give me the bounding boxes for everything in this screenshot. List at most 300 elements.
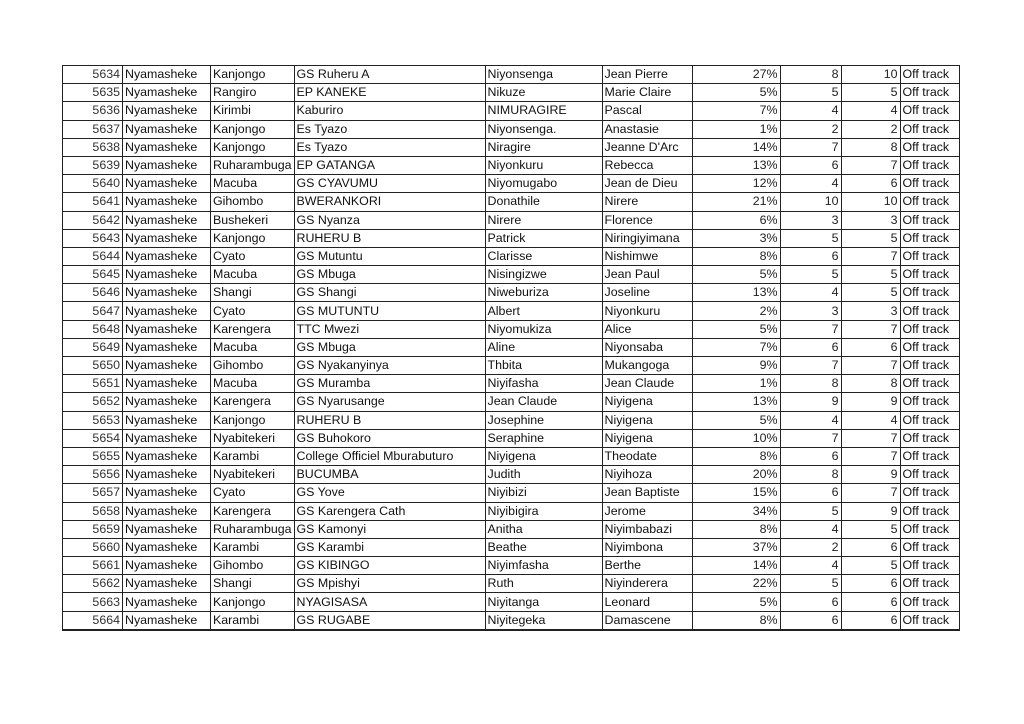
cell-district: Nyamasheke (123, 375, 211, 393)
cell-surname: Niyomugabo (485, 175, 602, 193)
cell-surname: Niyibigira (485, 502, 602, 520)
cell-surname: Aline (485, 338, 602, 356)
cell-school: GS Kamonyi (294, 520, 485, 538)
cell-sector: Karambi (211, 447, 295, 465)
table-row (63, 193, 960, 211)
cell-count-b: 4 (841, 102, 900, 120)
cell-surname: Donathile (485, 193, 602, 211)
cell-status: Off track (900, 320, 959, 338)
cell-count-b: 9 (841, 393, 900, 411)
cell-row-id: 5654 (63, 429, 123, 447)
cell-row-id: 5643 (63, 229, 123, 247)
cell-percentage: 13% (692, 284, 780, 302)
cell-percentage: 7% (692, 102, 780, 120)
cell-row-id: 5655 (63, 447, 123, 465)
cell-status: Off track (900, 120, 959, 138)
cell-percentage: 12% (692, 175, 780, 193)
cell-status: Off track (900, 175, 959, 193)
cell-status: Off track (900, 84, 959, 102)
cell-first-name: Jean Pierre (602, 66, 692, 84)
cell-district: Nyamasheke (123, 538, 211, 556)
cell-status: Off track (900, 393, 959, 411)
cell-surname: Niyitanga (485, 593, 602, 611)
cell-status: Off track (900, 538, 959, 556)
cell-count-a: 6 (780, 338, 841, 356)
cell-row-id: 5658 (63, 502, 123, 520)
cell-school: GS Yove (294, 484, 485, 502)
cell-percentage: 13% (692, 393, 780, 411)
cell-school: GS Nyarusange (294, 393, 485, 411)
cell-count-b: 3 (841, 302, 900, 320)
cell-school: GS Mbuga (294, 338, 485, 356)
cell-sector: Macuba (211, 375, 295, 393)
cell-surname: Niyonsenga (485, 66, 602, 84)
cell-surname: Niyibizi (485, 484, 602, 502)
cell-surname: Clarisse (485, 247, 602, 265)
cell-percentage: 37% (692, 538, 780, 556)
cell-status: Off track (900, 66, 959, 84)
cell-count-a: 5 (780, 266, 841, 284)
cell-count-b: 6 (841, 338, 900, 356)
cell-percentage: 34% (692, 502, 780, 520)
cell-first-name: Marie Claire (602, 84, 692, 102)
cell-first-name: Niyigena (602, 393, 692, 411)
cell-row-id: 5652 (63, 393, 123, 411)
cell-count-a: 5 (780, 229, 841, 247)
cell-percentage: 9% (692, 357, 780, 375)
cell-count-b: 7 (841, 357, 900, 375)
cell-surname: Niweburiza (485, 284, 602, 302)
table-row (63, 138, 960, 156)
cell-status: Off track (900, 575, 959, 593)
cell-surname: Niragire (485, 138, 602, 156)
cell-percentage: 8% (692, 247, 780, 265)
cell-district: Nyamasheke (123, 193, 211, 211)
cell-status: Off track (900, 411, 959, 429)
cell-percentage: 8% (692, 611, 780, 630)
cell-status: Off track (900, 611, 959, 630)
cell-status: Off track (900, 266, 959, 284)
cell-surname: Jean Claude (485, 393, 602, 411)
table-row (63, 557, 960, 575)
cell-sector: Gihombo (211, 557, 295, 575)
table-row (63, 211, 960, 229)
cell-row-id: 5639 (63, 156, 123, 174)
cell-first-name: Jean Baptiste (602, 484, 692, 502)
cell-status: Off track (900, 593, 959, 611)
cell-percentage: 8% (692, 447, 780, 465)
cell-district: Nyamasheke (123, 247, 211, 265)
cell-first-name: Joseline (602, 284, 692, 302)
cell-sector: Kanjongo (211, 411, 295, 429)
cell-school: GS Karambi (294, 538, 485, 556)
cell-status: Off track (900, 502, 959, 520)
cell-count-a: 5 (780, 502, 841, 520)
cell-surname: Nisingizwe (485, 266, 602, 284)
cell-count-b: 6 (841, 538, 900, 556)
cell-percentage: 1% (692, 375, 780, 393)
cell-count-a: 5 (780, 575, 841, 593)
cell-count-b: 7 (841, 247, 900, 265)
cell-first-name: Niyonkuru (602, 302, 692, 320)
cell-district: Nyamasheke (123, 84, 211, 102)
cell-district: Nyamasheke (123, 175, 211, 193)
table-row (63, 538, 960, 556)
cell-surname: Judith (485, 466, 602, 484)
table-row (63, 393, 960, 411)
cell-row-id: 5663 (63, 593, 123, 611)
cell-percentage: 27% (692, 66, 780, 84)
cell-percentage: 1% (692, 120, 780, 138)
cell-sector: Ruharambuga (211, 156, 295, 174)
cell-surname: Niyimfasha (485, 557, 602, 575)
cell-count-a: 4 (780, 411, 841, 429)
cell-surname: Ruth (485, 575, 602, 593)
cell-count-a: 6 (780, 611, 841, 630)
cell-district: Nyamasheke (123, 447, 211, 465)
cell-row-id: 5647 (63, 302, 123, 320)
cell-row-id: 5662 (63, 575, 123, 593)
cell-status: Off track (900, 466, 959, 484)
cell-status: Off track (900, 229, 959, 247)
cell-first-name: Niyimbabazi (602, 520, 692, 538)
cell-district: Nyamasheke (123, 429, 211, 447)
cell-first-name: Rebecca (602, 156, 692, 174)
cell-district: Nyamasheke (123, 484, 211, 502)
cell-sector: Kirimbi (211, 102, 295, 120)
cell-district: Nyamasheke (123, 138, 211, 156)
cell-district: Nyamasheke (123, 502, 211, 520)
table-row (63, 575, 960, 593)
cell-school: GS KIBINGO (294, 557, 485, 575)
cell-status: Off track (900, 557, 959, 575)
cell-count-a: 3 (780, 302, 841, 320)
cell-district: Nyamasheke (123, 266, 211, 284)
cell-count-b: 5 (841, 266, 900, 284)
cell-status: Off track (900, 302, 959, 320)
cell-sector: Kanjongo (211, 66, 295, 84)
cell-count-b: 4 (841, 411, 900, 429)
cell-sector: Cyato (211, 484, 295, 502)
cell-count-a: 4 (780, 175, 841, 193)
cell-row-id: 5661 (63, 557, 123, 575)
cell-school: Kaburiro (294, 102, 485, 120)
cell-surname: Thbita (485, 357, 602, 375)
cell-sector: Karambi (211, 538, 295, 556)
cell-count-a: 4 (780, 102, 841, 120)
cell-count-a: 6 (780, 447, 841, 465)
cell-first-name: Jean de Dieu (602, 175, 692, 193)
cell-count-a: 9 (780, 393, 841, 411)
cell-school: GS Mbuga (294, 266, 485, 284)
cell-school: BWERANKORI (294, 193, 485, 211)
cell-count-b: 5 (841, 284, 900, 302)
cell-count-a: 2 (780, 120, 841, 138)
cell-district: Nyamasheke (123, 611, 211, 630)
cell-count-a: 7 (780, 138, 841, 156)
cell-count-b: 2 (841, 120, 900, 138)
cell-row-id: 5651 (63, 375, 123, 393)
cell-first-name: Theodate (602, 447, 692, 465)
cell-sector: Macuba (211, 266, 295, 284)
cell-percentage: 3% (692, 229, 780, 247)
cell-count-b: 3 (841, 211, 900, 229)
cell-district: Nyamasheke (123, 338, 211, 356)
cell-first-name: Niyimbona (602, 538, 692, 556)
cell-percentage: 20% (692, 466, 780, 484)
cell-district: Nyamasheke (123, 284, 211, 302)
cell-school: GS RUGABE (294, 611, 485, 630)
cell-school: GS Karengera Cath (294, 502, 485, 520)
cell-row-id: 5644 (63, 247, 123, 265)
cell-first-name: Berthe (602, 557, 692, 575)
cell-count-b: 9 (841, 502, 900, 520)
cell-district: Nyamasheke (123, 102, 211, 120)
cell-surname: Nirere (485, 211, 602, 229)
cell-count-a: 6 (780, 247, 841, 265)
cell-sector: Cyato (211, 247, 295, 265)
cell-percentage: 5% (692, 266, 780, 284)
table-row (63, 229, 960, 247)
cell-status: Off track (900, 338, 959, 356)
table-row (63, 247, 960, 265)
cell-count-a: 4 (780, 284, 841, 302)
table-row (63, 502, 960, 520)
cell-status: Off track (900, 247, 959, 265)
table-row (63, 593, 960, 611)
cell-first-name: Anastasie (602, 120, 692, 138)
cell-school: GS Nyanza (294, 211, 485, 229)
cell-school: GS CYAVUMU (294, 175, 485, 193)
cell-row-id: 5649 (63, 338, 123, 356)
table-row (63, 175, 960, 193)
cell-school: GS Shangi (294, 284, 485, 302)
cell-row-id: 5635 (63, 84, 123, 102)
cell-district: Nyamasheke (123, 466, 211, 484)
cell-count-b: 5 (841, 520, 900, 538)
cell-school: EP KANEKE (294, 84, 485, 102)
table-row (63, 484, 960, 502)
cell-count-b: 8 (841, 375, 900, 393)
table-row (63, 357, 960, 375)
cell-first-name: Niyihoza (602, 466, 692, 484)
cell-status: Off track (900, 193, 959, 211)
data-table (62, 65, 960, 631)
cell-percentage: 5% (692, 411, 780, 429)
table-row (63, 120, 960, 138)
cell-sector: Kanjongo (211, 593, 295, 611)
cell-percentage: 5% (692, 84, 780, 102)
cell-count-a: 4 (780, 557, 841, 575)
cell-percentage: 10% (692, 429, 780, 447)
cell-district: Nyamasheke (123, 120, 211, 138)
cell-district: Nyamasheke (123, 593, 211, 611)
cell-row-id: 5657 (63, 484, 123, 502)
cell-count-a: 10 (780, 193, 841, 211)
cell-school: GS MUTUNTU (294, 302, 485, 320)
cell-surname: Beathe (485, 538, 602, 556)
cell-status: Off track (900, 484, 959, 502)
cell-first-name: Niyigena (602, 429, 692, 447)
cell-status: Off track (900, 156, 959, 174)
cell-district: Nyamasheke (123, 156, 211, 174)
cell-status: Off track (900, 520, 959, 538)
cell-district: Nyamasheke (123, 357, 211, 375)
cell-school: GS Mutuntu (294, 247, 485, 265)
cell-district: Nyamasheke (123, 211, 211, 229)
cell-district: Nyamasheke (123, 411, 211, 429)
table-body (63, 66, 960, 630)
table-row (63, 84, 960, 102)
cell-percentage: 15% (692, 484, 780, 502)
cell-first-name: Niyigena (602, 411, 692, 429)
cell-sector: Rangiro (211, 84, 295, 102)
cell-district: Nyamasheke (123, 302, 211, 320)
cell-first-name: Leonard (602, 593, 692, 611)
cell-sector: Macuba (211, 338, 295, 356)
table-row (63, 320, 960, 338)
cell-percentage: 14% (692, 557, 780, 575)
cell-row-id: 5634 (63, 66, 123, 84)
cell-district: Nyamasheke (123, 557, 211, 575)
cell-count-a: 7 (780, 320, 841, 338)
cell-sector: Kanjongo (211, 138, 295, 156)
cell-count-a: 6 (780, 484, 841, 502)
cell-count-a: 8 (780, 66, 841, 84)
cell-status: Off track (900, 102, 959, 120)
cell-first-name: Niyonsaba (602, 338, 692, 356)
cell-surname: Seraphine (485, 429, 602, 447)
cell-row-id: 5659 (63, 520, 123, 538)
cell-row-id: 5640 (63, 175, 123, 193)
table-row (63, 520, 960, 538)
cell-school: GS Nyakanyinya (294, 357, 485, 375)
cell-sector: Cyato (211, 302, 295, 320)
cell-district: Nyamasheke (123, 575, 211, 593)
table-row (63, 447, 960, 465)
cell-first-name: Jeanne D'Arc (602, 138, 692, 156)
cell-sector: Macuba (211, 175, 295, 193)
cell-sector: Karengera (211, 320, 295, 338)
cell-first-name: Nishimwe (602, 247, 692, 265)
cell-first-name: Mukangoga (602, 357, 692, 375)
cell-percentage: 6% (692, 211, 780, 229)
cell-district: Nyamasheke (123, 229, 211, 247)
cell-surname: Patrick (485, 229, 602, 247)
cell-count-b: 6 (841, 575, 900, 593)
cell-surname: Nikuze (485, 84, 602, 102)
cell-row-id: 5636 (63, 102, 123, 120)
table-row (63, 302, 960, 320)
cell-sector: Shangi (211, 575, 295, 593)
cell-sector: Bushekeri (211, 211, 295, 229)
cell-percentage: 5% (692, 593, 780, 611)
table-row (63, 466, 960, 484)
cell-count-b: 7 (841, 484, 900, 502)
cell-status: Off track (900, 284, 959, 302)
cell-row-id: 5650 (63, 357, 123, 375)
cell-school: GS Ruheru A (294, 66, 485, 84)
cell-count-a: 6 (780, 593, 841, 611)
cell-first-name: Jerome (602, 502, 692, 520)
cell-percentage: 8% (692, 520, 780, 538)
cell-count-a: 6 (780, 156, 841, 174)
cell-percentage: 21% (692, 193, 780, 211)
table-row (63, 429, 960, 447)
cell-surname: Albert (485, 302, 602, 320)
cell-school: RUHERU B (294, 229, 485, 247)
cell-percentage: 2% (692, 302, 780, 320)
table-row (63, 266, 960, 284)
cell-count-b: 7 (841, 156, 900, 174)
cell-district: Nyamasheke (123, 520, 211, 538)
table-row (63, 284, 960, 302)
cell-row-id: 5638 (63, 138, 123, 156)
cell-first-name: Jean Claude (602, 375, 692, 393)
cell-first-name: Jean Paul (602, 266, 692, 284)
cell-percentage: 5% (692, 320, 780, 338)
cell-count-b: 5 (841, 557, 900, 575)
cell-sector: Kanjongo (211, 229, 295, 247)
cell-sector: Gihombo (211, 357, 295, 375)
cell-sector: Ruharambuga (211, 520, 295, 538)
cell-count-b: 9 (841, 466, 900, 484)
cell-row-id: 5653 (63, 411, 123, 429)
cell-status: Off track (900, 357, 959, 375)
cell-count-b: 8 (841, 138, 900, 156)
cell-surname: Niyonsenga. (485, 120, 602, 138)
cell-status: Off track (900, 375, 959, 393)
cell-sector: Karengera (211, 393, 295, 411)
cell-count-b: 5 (841, 229, 900, 247)
cell-count-b: 7 (841, 320, 900, 338)
cell-first-name: Damascene (602, 611, 692, 630)
cell-school: EP GATANGA (294, 156, 485, 174)
cell-sector: Shangi (211, 284, 295, 302)
cell-status: Off track (900, 211, 959, 229)
cell-surname: Niyitegeka (485, 611, 602, 630)
cell-school: BUCUMBA (294, 466, 485, 484)
cell-count-b: 6 (841, 175, 900, 193)
cell-sector: Gihombo (211, 193, 295, 211)
cell-school: Es Tyazo (294, 138, 485, 156)
cell-count-a: 7 (780, 357, 841, 375)
cell-school: RUHERU B (294, 411, 485, 429)
table-row (63, 611, 960, 630)
cell-count-b: 6 (841, 611, 900, 630)
cell-first-name: Niringiyimana (602, 229, 692, 247)
cell-count-a: 8 (780, 375, 841, 393)
cell-count-b: 6 (841, 593, 900, 611)
cell-school: GS Buhokoro (294, 429, 485, 447)
cell-percentage: 13% (692, 156, 780, 174)
cell-first-name: Nirere (602, 193, 692, 211)
cell-row-id: 5645 (63, 266, 123, 284)
cell-district: Nyamasheke (123, 320, 211, 338)
cell-sector: Nyabitekeri (211, 466, 295, 484)
cell-sector: Nyabitekeri (211, 429, 295, 447)
cell-school: College Officiel Mburabuturo (294, 447, 485, 465)
cell-surname: Niyonkuru (485, 156, 602, 174)
cell-surname: Niyomukiza (485, 320, 602, 338)
cell-first-name: Florence (602, 211, 692, 229)
cell-percentage: 7% (692, 338, 780, 356)
cell-row-id: 5660 (63, 538, 123, 556)
cell-surname: Anitha (485, 520, 602, 538)
table-row (63, 156, 960, 174)
cell-first-name: Pascal (602, 102, 692, 120)
cell-row-id: 5646 (63, 284, 123, 302)
